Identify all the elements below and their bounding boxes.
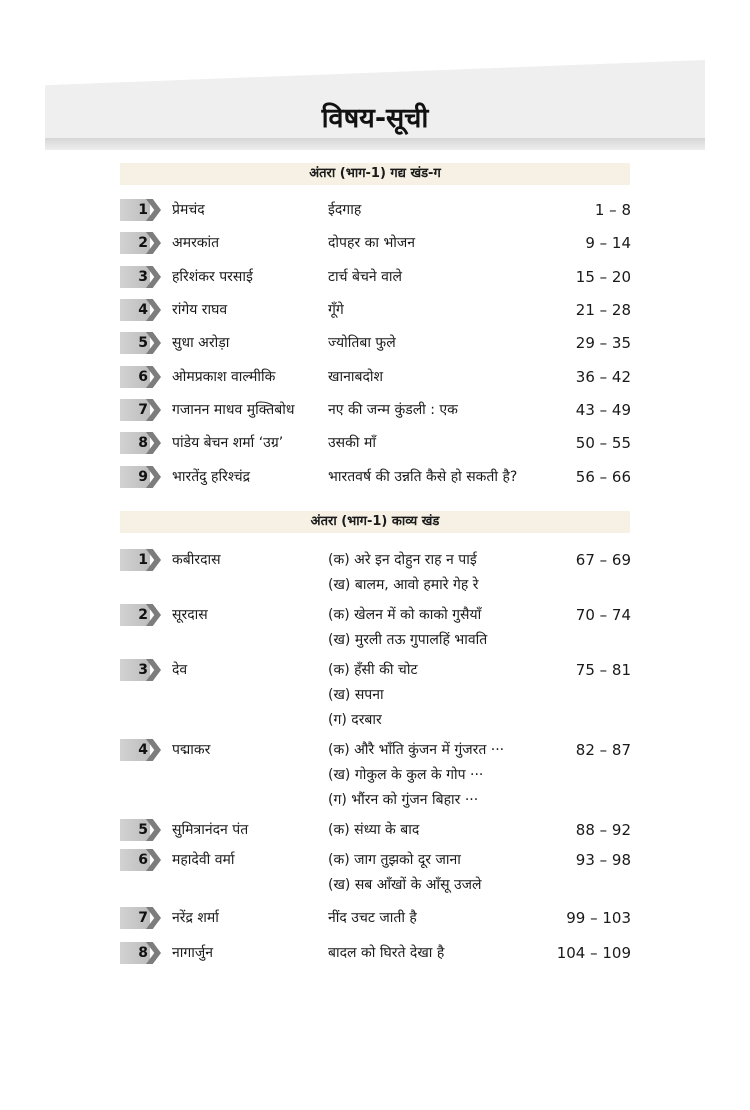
title-band-shadow [45, 138, 705, 150]
chapter-number-tag [120, 199, 163, 221]
author-name: गजानन माधव मुक्तिबोध [172, 402, 295, 418]
poem-title: (क) जाग तुझको दूर जाना [328, 852, 461, 868]
page-range: 88 – 92 [575, 821, 631, 839]
poem-title: (ख) बालम, आवो हमारे गेह रे [328, 577, 479, 593]
page-range: 36 – 42 [575, 368, 631, 386]
author-name: प्रेमचंद [172, 202, 205, 218]
chapter-number: 1 [138, 552, 148, 568]
work-title: ईदगाह [328, 202, 362, 218]
poem-title: (क) संध्या के बाद [328, 822, 420, 838]
chapter-number-tag [120, 299, 163, 321]
chapter-number-tag [120, 659, 163, 681]
poem-title: (क) अरे इन दोहुन राह न पाई [328, 552, 477, 568]
poem-title: (क) खेलन में को काको गुसैयाँ [328, 607, 482, 623]
poem-title: (ग) दरबार [328, 712, 382, 728]
chapter-number: 4 [138, 742, 148, 758]
chapter-number-tag [120, 739, 163, 761]
author-name: कबीरदास [172, 552, 221, 568]
chapter-number: 8 [138, 945, 148, 961]
chapter-number-tag [120, 332, 163, 354]
chapter-number-tag [120, 232, 163, 254]
chapter-number: 2 [138, 235, 148, 251]
page-range: 56 – 66 [575, 468, 631, 486]
chapter-number: 7 [138, 910, 148, 926]
author-name: नरेंद्र शर्मा [172, 910, 219, 926]
page-range: 67 – 69 [575, 551, 631, 569]
chapter-number: 6 [138, 852, 148, 868]
poem-title: (क) औरै भाँति कुंजन में गुंजरत ··· [328, 742, 505, 758]
author-name: भारतेंदु हरिश्चंद्र [172, 469, 251, 485]
chapter-number: 4 [138, 302, 148, 318]
page-range: 43 – 49 [575, 401, 631, 419]
poem-title: बादल को घिरते देखा है [328, 945, 445, 961]
author-name: हरिशंकर परसाई [172, 269, 253, 285]
page-title: विषय-सूची [321, 103, 429, 134]
author-name: सुमित्रानंदन पंत [172, 822, 249, 838]
poem-title: (ख) सपना [328, 687, 384, 703]
poem-title: (ख) गोकुल के कुल के गोप ··· [328, 767, 484, 783]
author-name: देव [172, 662, 188, 678]
poem-title: नींद उचट जाती है [328, 910, 417, 926]
work-title: गूँगे [328, 302, 344, 318]
author-name: अमरकांत [172, 235, 220, 251]
chapter-number: 9 [138, 469, 148, 485]
page-range: 1 – 8 [594, 201, 631, 219]
work-title: खानाबदोश [328, 369, 384, 385]
poetry-section-header: अंतरा (भाग-1) काव्य खंड [120, 511, 630, 533]
chapter-number-tag [120, 819, 163, 841]
chapter-number-tag [120, 399, 163, 421]
work-title: टार्च बेचने वाले [328, 269, 403, 285]
page-range: 50 – 55 [575, 434, 631, 452]
author-name: सूरदास [172, 607, 208, 623]
chapter-number-tag [120, 266, 163, 288]
poem-title: (ग) भौंरन को गुंजन बिहार ··· [328, 792, 479, 808]
prose-section-header: अंतरा (भाग-1) गद्य खंड-ग [120, 163, 630, 185]
author-name: महादेवी वर्मा [172, 852, 235, 868]
author-name: रांगेय राघव [172, 302, 228, 318]
chapter-number-tag [120, 907, 163, 929]
page-range: 9 – 14 [585, 234, 631, 252]
work-title: ज्योतिबा फुले [328, 335, 396, 351]
page-range: 29 – 35 [575, 334, 631, 352]
poem-title: (ख) सब आँखों के आँसू उजले [328, 877, 482, 893]
page-range: 75 – 81 [575, 661, 631, 679]
chapter-number: 3 [138, 662, 148, 678]
work-title: भारतवर्ष की उन्नति कैसे हो सकती है? [328, 469, 518, 485]
page-range: 99 – 103 [566, 909, 631, 927]
work-title: नए की जन्म कुंडली : एक [328, 402, 458, 418]
author-name: पद्माकर [172, 742, 211, 758]
work-title: दोपहर का भोजन [328, 235, 416, 251]
poem-title: (ख) मुरली तऊ गुपालहिं भावति [328, 632, 488, 648]
chapter-number: 5 [138, 822, 148, 838]
chapter-number-tag [120, 942, 163, 964]
chapter-number-tag [120, 366, 163, 388]
page-range: 93 – 98 [575, 851, 631, 869]
chapter-number-tag [120, 466, 163, 488]
page-range: 15 – 20 [575, 268, 631, 286]
author-name: पांडेय बेचन शर्मा ‘उग्र’ [172, 435, 284, 451]
chapter-number-tag [120, 604, 163, 626]
author-name: नागार्जुन [172, 945, 214, 961]
poem-title: (क) हँसी की चोट [328, 662, 418, 678]
page-range: 82 – 87 [575, 741, 631, 759]
chapter-number: 2 [138, 607, 148, 623]
page-range: 21 – 28 [575, 301, 631, 319]
chapter-number-tag [120, 432, 163, 454]
work-title: उसकी माँ [328, 435, 376, 451]
page-range: 70 – 74 [575, 606, 631, 624]
author-name: ओमप्रकाश वाल्मीकि [172, 369, 276, 385]
chapter-number-tag [120, 549, 163, 571]
chapter-number-tag [120, 849, 163, 871]
chapter-number: 1 [138, 202, 148, 218]
author-name: सुधा अरोड़ा [172, 335, 230, 351]
chapter-number: 8 [138, 435, 148, 451]
chapter-number: 3 [138, 269, 148, 285]
page-range: 104 – 109 [556, 944, 631, 962]
chapter-number: 6 [138, 369, 148, 385]
chapter-number: 5 [138, 335, 148, 351]
chapter-number: 7 [138, 402, 148, 418]
